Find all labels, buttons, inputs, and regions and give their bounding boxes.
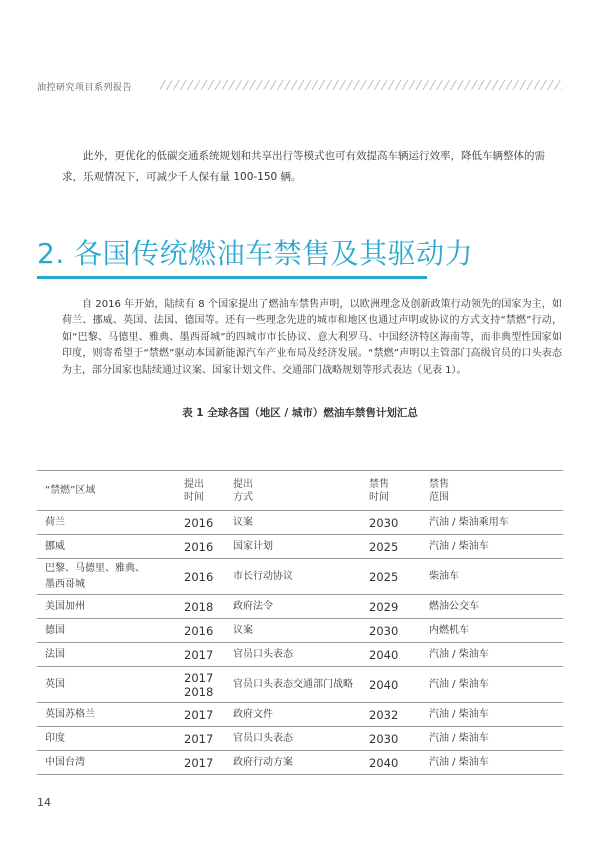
table-cell [227, 727, 363, 751]
table-cell-text: 汽油 / 柴油车 [429, 708, 489, 720]
table-cell [37, 559, 178, 595]
table-cell [363, 619, 423, 643]
table-cell-text: 德国 [45, 624, 65, 636]
table-cell-text: 燃油公交车 [429, 600, 479, 612]
table-cell-text: 汽油 / 柴油乘用车 [429, 516, 509, 528]
table-cell [178, 751, 227, 775]
table-caption: 表 1 全球各国（地区 / 城市）燃油车禁售计划汇总 [182, 407, 418, 419]
table-cell [423, 559, 563, 595]
table-cell-text: 2017 [184, 707, 214, 722]
table-cell [37, 667, 178, 703]
table-cell-text: 2017 [184, 647, 214, 662]
table-cell-text: 2025 [369, 539, 399, 554]
table-cell-text: 2017 2018 [184, 670, 214, 699]
table-header-label: 提出 方式 [233, 478, 253, 503]
table-row [37, 619, 563, 643]
table-header-label: “禁燃”区域 [45, 485, 96, 496]
table-row [37, 643, 563, 667]
table-cell-text: 2040 [369, 755, 399, 770]
table-cell-text: 官员口头表态 [233, 648, 293, 660]
table-cell-text: 法国 [45, 648, 65, 660]
table-cell [37, 535, 178, 559]
table-cell-text: 2017 [184, 755, 214, 770]
table-cell [227, 703, 363, 727]
table-cell-text: 荷兰 [45, 516, 65, 528]
table-cell [37, 511, 178, 535]
header-hatch-decoration [160, 80, 562, 90]
table-cell-text: 政府法令 [233, 600, 273, 612]
table-cell [178, 643, 227, 667]
table-cell [363, 535, 423, 559]
table-cell-text: 英国苏格兰 [45, 708, 95, 720]
table-cell-text: 中国台湾 [45, 756, 85, 768]
table-header-cell [227, 471, 363, 511]
table-header-label: 禁售 范围 [429, 478, 449, 503]
table-header-cell [363, 471, 423, 511]
table-cell-text: 2018 [184, 599, 214, 614]
table-cell [227, 559, 363, 595]
table-cell-text: 官员口头表态 [233, 732, 293, 744]
table-row [37, 751, 563, 775]
table-cell-text: 汽油 / 柴油车 [429, 678, 489, 690]
table-cell-text: 2040 [369, 647, 399, 662]
table-cell-text: 柴油车 [429, 570, 459, 582]
section-body [62, 297, 562, 379]
table-cell-text: 巴黎、马德里、雅典、 墨西哥城 [45, 562, 145, 590]
table-cell [423, 619, 563, 643]
table-cell [227, 535, 363, 559]
table-cell [363, 559, 423, 595]
table-cell [178, 559, 227, 595]
table-cell-text: 议案 [233, 516, 253, 528]
table-header-cell [423, 471, 563, 511]
table-cell [423, 667, 563, 703]
section-paragraph: 自 2016 年开始，陆续有 8 个国家提出了燃油车禁售声明，以欧洲理念及创新政策行动领先的国家为主，如荷兰、挪威、英国、法国、德国等。还有一些理念先进的城市和地区也通过声明或协议的方式支持“禁燃”行动，如“巴黎、马德里、雅典、墨西哥城”的四城市市长协议、意大利罗马、中国经济特区海南等，而非典型性国家如印度，则寄希望于“禁燃”驱动本国新能源汽车产业布局及经济发展。“禁燃”声明以主管部门高级官员的口头表态为主，部分国家也陆续通过议案、国家计划文件、交通部门战略规划等形式表达（见表 1）。 [62, 299, 562, 376]
table-cell-text: 2016 [184, 539, 214, 554]
table-cell-text: 国家计划 [233, 540, 273, 552]
table-row [37, 511, 563, 535]
table-cell [363, 511, 423, 535]
table-cell [423, 703, 563, 727]
table-cell [178, 595, 227, 619]
table-cell [227, 595, 363, 619]
table-cell-text: 2030 [369, 623, 399, 638]
table-cell-text: 政府行动方案 [233, 756, 293, 768]
intro-paragraph: 此外，更优化的低碳交通系统规划和共享出行等模式也可有效提高车辆运行效率，降低车辆整体的需求，乐观情况下，可减少千人保有量 100-150 辆。 [62, 150, 545, 183]
table-cell [178, 727, 227, 751]
table-cell [227, 511, 363, 535]
table-cell [227, 643, 363, 667]
table-cell [423, 727, 563, 751]
table-row [37, 727, 563, 751]
ban-plan-table [37, 470, 563, 775]
table-cell-text: 官员口头表态交通部门战略 [233, 678, 353, 690]
table-cell-text: 2030 [369, 515, 399, 530]
table-cell [363, 595, 423, 619]
table-cell-text: 汽油 / 柴油车 [429, 540, 489, 552]
table-header-cell [178, 471, 227, 511]
table-cell-text: 2030 [369, 731, 399, 746]
table-cell-text: 英国 [45, 678, 65, 690]
table-cell [423, 595, 563, 619]
table-cell-text: 汽油 / 柴油车 [429, 756, 489, 768]
table-header-label: 提出 时间 [184, 478, 204, 503]
table-cell [423, 535, 563, 559]
table-cell [423, 511, 563, 535]
table-cell-text: 2016 [184, 515, 214, 530]
table-cell-text: 2025 [369, 569, 399, 584]
table-cell-text: 2029 [369, 599, 399, 614]
table-header-cell [37, 471, 178, 511]
section-heading-underline [37, 276, 427, 279]
table-cell [423, 751, 563, 775]
table-cell [178, 667, 227, 703]
page-number: 14 [37, 796, 51, 809]
table-cell [37, 619, 178, 643]
table-cell [227, 751, 363, 775]
table-cell-text: 2016 [184, 569, 214, 584]
table-cell-text: 2017 [184, 731, 214, 746]
table-cell [37, 727, 178, 751]
table-row [37, 703, 563, 727]
table-row [37, 535, 563, 559]
table-cell [363, 643, 423, 667]
table-cell-text: 市长行动协议 [233, 570, 293, 582]
table-cell-text: 美国加州 [45, 600, 85, 612]
table-cell-text: 汽油 / 柴油车 [429, 648, 489, 660]
intro-block [62, 146, 562, 188]
table-cell [178, 535, 227, 559]
report-series-title: 油控研究项目系列报告 [37, 83, 133, 93]
table-cell-text: 2016 [184, 623, 214, 638]
table-cell [363, 727, 423, 751]
table-cell [423, 643, 563, 667]
table-cell-text: 汽油 / 柴油车 [429, 732, 489, 744]
table-row [37, 667, 563, 703]
table-header-label: 禁售 时间 [369, 478, 389, 503]
table-cell-text: 印度 [45, 732, 65, 744]
table-cell-text: 挪威 [45, 540, 65, 552]
table-cell-text: 政府文件 [233, 708, 273, 720]
table-cell-text: 2040 [369, 677, 399, 692]
table-cell [363, 667, 423, 703]
table-cell [178, 511, 227, 535]
table-cell [227, 619, 363, 643]
table-cell [37, 595, 178, 619]
table-cell [37, 703, 178, 727]
table-cell [37, 643, 178, 667]
table-cell-text: 议案 [233, 624, 253, 636]
section-heading: 2. 各国传统燃油车禁售及其驱动力 [37, 237, 474, 270]
table-cell [363, 703, 423, 727]
table-row [37, 595, 563, 619]
table-cell [178, 619, 227, 643]
table-header-row [37, 471, 563, 511]
table-cell [37, 751, 178, 775]
table-cell [363, 751, 423, 775]
table-cell-text: 2032 [369, 707, 399, 722]
table-row [37, 559, 563, 595]
table-cell [227, 667, 363, 703]
table-cell-text: 内燃机车 [429, 624, 469, 636]
table-cell [178, 703, 227, 727]
